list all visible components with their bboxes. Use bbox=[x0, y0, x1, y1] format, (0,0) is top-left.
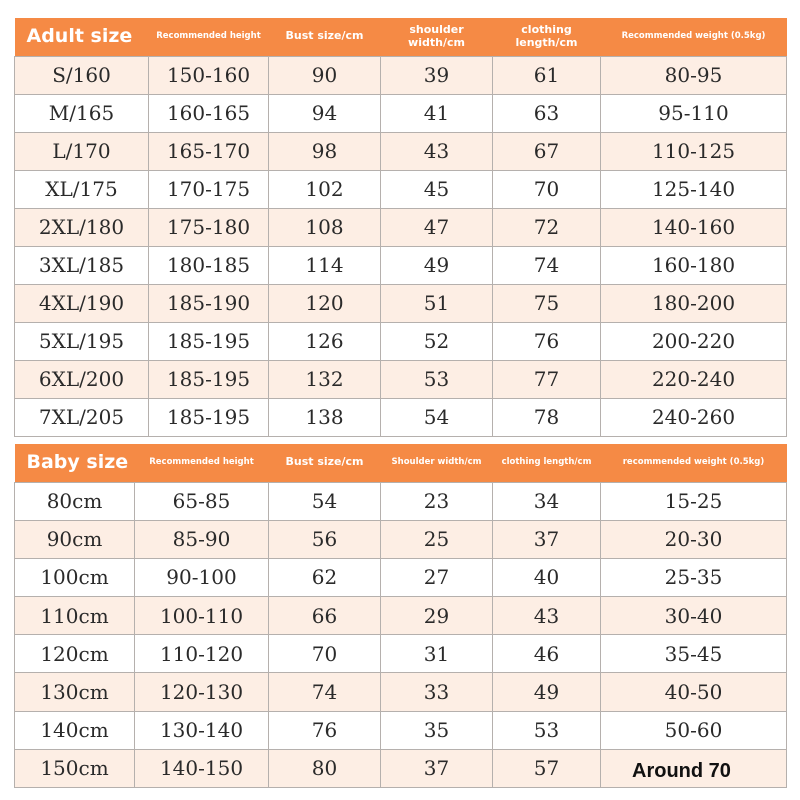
adult-table-cell: 39 bbox=[381, 56, 493, 94]
adult-size-table bbox=[14, 18, 786, 437]
baby-table-cell: 110-120 bbox=[135, 635, 269, 673]
baby-table-cell: 76 bbox=[269, 711, 381, 749]
adult-table-cell: 7XL/205 bbox=[15, 398, 149, 436]
baby-table-cell: 29 bbox=[381, 597, 493, 635]
baby-table-cell: 31 bbox=[381, 635, 493, 673]
baby-table-cell: 62 bbox=[269, 558, 381, 596]
baby-table-cell: 49 bbox=[493, 673, 601, 711]
adult-table-cell: 180-185 bbox=[149, 246, 269, 284]
adult-table-cell: 4XL/190 bbox=[15, 284, 149, 322]
adult-table-cell: 140-160 bbox=[601, 208, 787, 246]
adult-table-cell: 185-195 bbox=[149, 360, 269, 398]
adult-size-chart bbox=[14, 18, 787, 437]
adult-table-cell: 67 bbox=[493, 132, 601, 170]
adult-table-cell: 52 bbox=[381, 322, 493, 360]
adult-table-cell: 170-175 bbox=[149, 170, 269, 208]
baby-table-cell: 100cm bbox=[15, 558, 135, 596]
baby-table-cell: 54 bbox=[269, 482, 381, 520]
baby-table-cell: 130cm bbox=[15, 673, 135, 711]
adult-table-cell: 61 bbox=[493, 56, 601, 94]
baby-table-cell: 120-130 bbox=[135, 673, 269, 711]
adult-table-cell: 138 bbox=[269, 398, 381, 436]
adult-table-row bbox=[15, 246, 787, 284]
baby-table-cell: 40-50 bbox=[601, 673, 787, 711]
adult-table-cell: 108 bbox=[269, 208, 381, 246]
adult-table-cell: 150-160 bbox=[149, 56, 269, 94]
adult-table-cell: 43 bbox=[381, 132, 493, 170]
baby-table-row bbox=[15, 673, 787, 711]
adult-table-cell: 110-125 bbox=[601, 132, 787, 170]
adult-table-cell: 51 bbox=[381, 284, 493, 322]
adult-table-row bbox=[15, 170, 787, 208]
baby-table-row bbox=[15, 711, 787, 749]
adult-table-cell: 6XL/200 bbox=[15, 360, 149, 398]
adult-table-cell: 45 bbox=[381, 170, 493, 208]
baby-header-row bbox=[15, 444, 787, 482]
adult-table-cell: 2XL/180 bbox=[15, 208, 149, 246]
adult-table-cell: 185-195 bbox=[149, 398, 269, 436]
baby-table-cell: 120cm bbox=[15, 635, 135, 673]
adult-size-title: Adult size bbox=[15, 18, 149, 56]
adult-table-cell: 70 bbox=[493, 170, 601, 208]
baby-table-cell: 100-110 bbox=[135, 597, 269, 635]
adult-table-row bbox=[15, 398, 787, 436]
baby-table-cell: 70 bbox=[269, 635, 381, 673]
adult-table-row bbox=[15, 322, 787, 360]
adult-table-cell: M/165 bbox=[15, 94, 149, 132]
adult-table-cell: 77 bbox=[493, 360, 601, 398]
adult-table-cell: 160-165 bbox=[149, 94, 269, 132]
adult-table-cell: S/160 bbox=[15, 56, 149, 94]
baby-table-cell: 80cm bbox=[15, 482, 135, 520]
baby-table-cell: 80 bbox=[269, 749, 381, 787]
adult-table-cell: 41 bbox=[381, 94, 493, 132]
baby-table-row bbox=[15, 635, 787, 673]
adult-table-cell: L/170 bbox=[15, 132, 149, 170]
baby-table-cell: 90-100 bbox=[135, 558, 269, 596]
adult-table-cell: 185-195 bbox=[149, 322, 269, 360]
adult-table-cell: 240-260 bbox=[601, 398, 787, 436]
baby-size-table bbox=[14, 444, 786, 788]
adult-table-cell: 80-95 bbox=[601, 56, 787, 94]
baby-table-cell: 140-150 bbox=[135, 749, 269, 787]
baby-table-cell: 110cm bbox=[15, 597, 135, 635]
adult-header-height: Recommended height bbox=[149, 18, 269, 56]
adult-table-cell: 185-190 bbox=[149, 284, 269, 322]
baby-table-cell: 35-45 bbox=[601, 635, 787, 673]
baby-table-cell: 57 bbox=[493, 749, 601, 787]
adult-table-cell: 220-240 bbox=[601, 360, 787, 398]
baby-table-cell: 20-30 bbox=[601, 520, 787, 558]
baby-table-cell: 27 bbox=[381, 558, 493, 596]
adult-header-row bbox=[15, 18, 787, 56]
adult-table-cell: 175-180 bbox=[149, 208, 269, 246]
baby-table-cell: 150cm bbox=[15, 749, 135, 787]
baby-table-row bbox=[15, 520, 787, 558]
baby-table-cell: 25 bbox=[381, 520, 493, 558]
adult-table-cell: 76 bbox=[493, 322, 601, 360]
adult-table-cell: 132 bbox=[269, 360, 381, 398]
baby-table-cell: 85-90 bbox=[135, 520, 269, 558]
adult-header-shoulder: shoulder width/cm bbox=[381, 18, 493, 56]
adult-table-cell: XL/175 bbox=[15, 170, 149, 208]
baby-table-cell: 40 bbox=[493, 558, 601, 596]
adult-table-cell: 90 bbox=[269, 56, 381, 94]
baby-table-cell: 130-140 bbox=[135, 711, 269, 749]
baby-table-cell: 90cm bbox=[15, 520, 135, 558]
adult-header-weight: Recommended weight (0.5kg) bbox=[601, 18, 787, 56]
adult-table-cell: 94 bbox=[269, 94, 381, 132]
baby-table-cell: 25-35 bbox=[601, 558, 787, 596]
adult-table-cell: 74 bbox=[493, 246, 601, 284]
baby-table-cell: 65-85 bbox=[135, 482, 269, 520]
adult-table-cell: 49 bbox=[381, 246, 493, 284]
adult-table-cell: 75 bbox=[493, 284, 601, 322]
baby-table-row bbox=[15, 558, 787, 596]
adult-table-cell: 200-220 bbox=[601, 322, 787, 360]
baby-table-cell: 46 bbox=[493, 635, 601, 673]
adult-table-cell: 63 bbox=[493, 94, 601, 132]
baby-table-cell: 56 bbox=[269, 520, 381, 558]
baby-table-cell: 15-25 bbox=[601, 482, 787, 520]
baby-table-cell: 66 bbox=[269, 597, 381, 635]
baby-header-weight: recommended weight (0.5kg) bbox=[601, 444, 787, 482]
baby-header-bust: Bust size/cm bbox=[269, 444, 381, 482]
baby-table-cell: 53 bbox=[493, 711, 601, 749]
adult-table-cell: 95-110 bbox=[601, 94, 787, 132]
adult-table-row bbox=[15, 208, 787, 246]
baby-table-cell: 50-60 bbox=[601, 711, 787, 749]
baby-header-shoulder: Shoulder width/cm bbox=[381, 444, 493, 482]
adult-header-bust: Bust size/cm bbox=[269, 18, 381, 56]
baby-table-cell: 140cm bbox=[15, 711, 135, 749]
baby-table-cell: 30-40 bbox=[601, 597, 787, 635]
baby-table-cell: 33 bbox=[381, 673, 493, 711]
adult-header-length: clothing length/cm bbox=[493, 18, 601, 56]
adult-table-row bbox=[15, 284, 787, 322]
adult-table-cell: 54 bbox=[381, 398, 493, 436]
baby-table-row bbox=[15, 597, 787, 635]
adult-table-row bbox=[15, 56, 787, 94]
adult-table-cell: 120 bbox=[269, 284, 381, 322]
adult-table-cell: 5XL/195 bbox=[15, 322, 149, 360]
baby-table-cell: 34 bbox=[493, 482, 601, 520]
adult-table-cell: 165-170 bbox=[149, 132, 269, 170]
adult-table-cell: 126 bbox=[269, 322, 381, 360]
baby-table-row bbox=[15, 482, 787, 520]
adult-table-row bbox=[15, 94, 787, 132]
baby-table-cell: 43 bbox=[493, 597, 601, 635]
baby-table-cell: 37 bbox=[381, 749, 493, 787]
baby-table-cell: 23 bbox=[381, 482, 493, 520]
adult-table-cell: 180-200 bbox=[601, 284, 787, 322]
adult-table-row bbox=[15, 132, 787, 170]
adult-table-cell: 102 bbox=[269, 170, 381, 208]
baby-table-cell: 37 bbox=[493, 520, 601, 558]
adult-table-cell: 72 bbox=[493, 208, 601, 246]
baby-header-length: clothing length/cm bbox=[493, 444, 601, 482]
adult-table-cell: 98 bbox=[269, 132, 381, 170]
baby-table-cell: 74 bbox=[269, 673, 381, 711]
adult-table-cell: 78 bbox=[493, 398, 601, 436]
adult-table-cell: 3XL/185 bbox=[15, 246, 149, 284]
watermark-text: Around 70 bbox=[632, 760, 731, 782]
baby-size-title: Baby size bbox=[15, 444, 135, 482]
adult-table-cell: 47 bbox=[381, 208, 493, 246]
adult-table-cell: 53 bbox=[381, 360, 493, 398]
baby-size-chart bbox=[14, 444, 787, 788]
baby-header-height: Recommended height bbox=[135, 444, 269, 482]
adult-table-cell: 125-140 bbox=[601, 170, 787, 208]
baby-table-cell: 35 bbox=[381, 711, 493, 749]
adult-table-cell: 114 bbox=[269, 246, 381, 284]
adult-table-row bbox=[15, 360, 787, 398]
adult-table-cell: 160-180 bbox=[601, 246, 787, 284]
